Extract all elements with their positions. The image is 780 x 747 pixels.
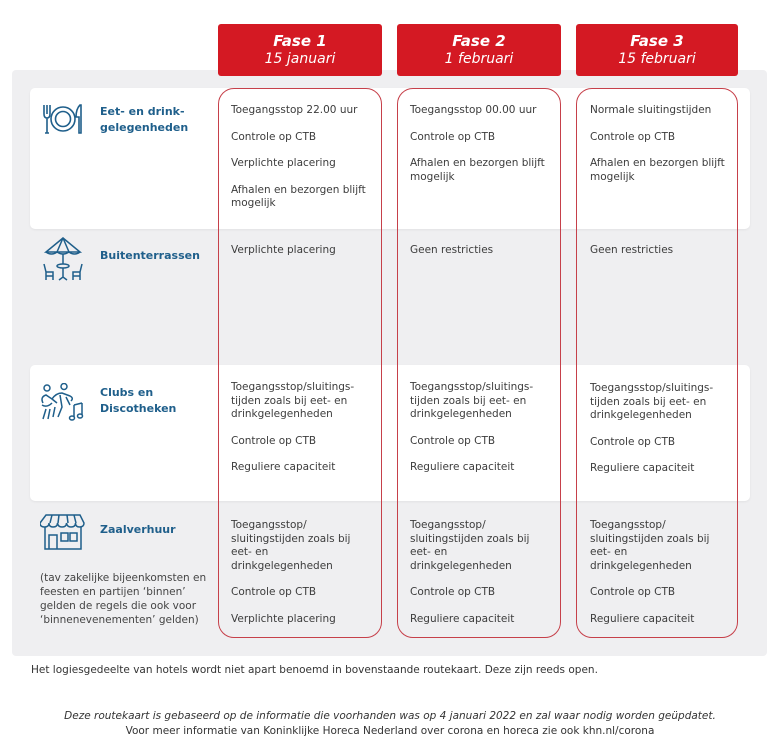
- rule-item: Afhalen en bezorgen blijft mogelijk: [231, 183, 366, 209]
- rule-item: Toegangsstop 22.00 uur: [231, 104, 358, 116]
- cell-clubs-fase1: [231, 381, 359, 488]
- phase-header-1: [218, 24, 382, 76]
- rule-item: Verplichte placering: [231, 244, 336, 256]
- rule-item: Reguliere capaciteit: [410, 612, 515, 625]
- rule-item: Controle op CTB: [590, 130, 676, 143]
- rule-item: Normale sluitingstijden: [590, 104, 712, 116]
- rule-item: Controle op CTB: [590, 435, 676, 448]
- cell-zaal-fase2: [410, 519, 552, 639]
- disclaimer: [0, 709, 780, 739]
- rule-item: Toegangsstop/ sluitingstijden zoals bij eet- en drinkgelegenheden: [590, 519, 710, 572]
- category-label-line: Eet- en drink-: [100, 105, 185, 118]
- rule-item: Toegangsstop 00.00 uur: [410, 104, 537, 116]
- phase-header-3: [576, 24, 738, 76]
- cell-clubs-fase3: [590, 382, 718, 489]
- rule-item: Controle op CTB: [231, 130, 317, 143]
- category-label: [100, 248, 220, 264]
- rule-item: Toegangsstop/ sluitingstijden zoals bij eet- en drinkgelegenheden: [231, 519, 351, 572]
- rule-item: Controle op CTB: [410, 130, 496, 143]
- phase-title: Fase 2: [452, 32, 506, 50]
- cell-terras-fase1: [231, 244, 371, 271]
- cell-zaal-fase3: [590, 519, 732, 639]
- cell-clubs-fase2: [410, 381, 538, 488]
- rule-item: Reguliere capaciteit: [590, 612, 695, 625]
- more-info-line: Voor meer informatie van Koninklijke Horeca Nederland over corona en horeca zie ook khn.nl/corona: [125, 725, 655, 737]
- dancing-people-icon: [40, 383, 86, 423]
- rule-item: Toegangsstop/sluitings-tijden zoals bij eet- en drinkgelegenheden: [231, 381, 355, 420]
- rule-item: Controle op CTB: [231, 586, 317, 598]
- cell-eet-fase3: [590, 104, 730, 197]
- category-label-line: Clubs en: [100, 386, 154, 399]
- phase-date: 15 februari: [618, 51, 696, 67]
- cell-terras-fase3: [590, 244, 730, 271]
- category-label: [100, 385, 220, 417]
- parasol-terrace-icon: [40, 236, 86, 276]
- phase-date: 1 februari: [444, 51, 514, 67]
- rule-item: Controle op CTB: [231, 434, 317, 447]
- rule-item: Reguliere capaciteit: [590, 462, 695, 474]
- rule-item: Afhalen en bezorgen blijft mogelijk: [590, 157, 725, 183]
- category-note: (tav zakelijke bijeenkomsten en feesten en partijen ‘binnen’ gelden de regels die ook voor ‘binnenevenementen’ gelden): [40, 572, 207, 626]
- rule-item: Toegangsstop/sluitings-tijden zoals bij eet- en drinkgelegenheden: [590, 382, 714, 421]
- rule-item: Geen restricties: [410, 244, 494, 256]
- category-label-line: Buitenterrassen: [100, 249, 200, 262]
- category-label-line: Zaalverhuur: [100, 523, 176, 536]
- rule-item: Geen restricties: [590, 244, 674, 256]
- storefront-awning-icon: [40, 513, 86, 553]
- category-label: [100, 104, 220, 136]
- rule-item: Afhalen en bezorgen blijft mogelijk: [410, 157, 545, 183]
- rule-item: Toegangsstop/sluitings-tijden zoals bij eet- en drinkgelegenheden: [410, 381, 534, 420]
- rule-item: Controle op CTB: [590, 586, 676, 598]
- cell-eet-fase1: [231, 104, 371, 224]
- phase-title: Fase 1: [273, 32, 327, 50]
- rule-item: Verplichte placering: [231, 157, 336, 169]
- disclaimer-line: Deze routekaart is gebaseerd op de informatie die voorhanden was op 4 januari 2022 en zal waar nodig worden geüpdatet.: [64, 710, 716, 722]
- rule-item: Controle op CTB: [410, 586, 496, 598]
- phase-header-2: [397, 24, 561, 76]
- category-label-line: Discotheken: [100, 402, 177, 415]
- rule-item: Reguliere capaciteit: [410, 461, 515, 473]
- phase-date: 15 januari: [264, 51, 336, 67]
- rule-item: Controle op CTB: [410, 434, 496, 447]
- rule-item: Verplichte placering: [231, 612, 336, 625]
- plate-cutlery-icon: [40, 102, 86, 142]
- phase-title: Fase 3: [630, 32, 684, 50]
- cell-zaal-fase1: [231, 519, 373, 639]
- rule-item: Reguliere capaciteit: [231, 461, 336, 473]
- cell-eet-fase2: [410, 104, 550, 197]
- rule-item: Toegangsstop/ sluitingstijden zoals bij eet- en drinkgelegenheden: [410, 519, 530, 572]
- category-label: [100, 522, 220, 538]
- cell-terras-fase2: [410, 244, 550, 271]
- category-label-line: gelegenheden: [100, 121, 189, 134]
- footnote: Het logiesgedeelte van hotels wordt niet apart benoemd in bovenstaande routekaart. Deze zijn reeds open.: [31, 664, 598, 676]
